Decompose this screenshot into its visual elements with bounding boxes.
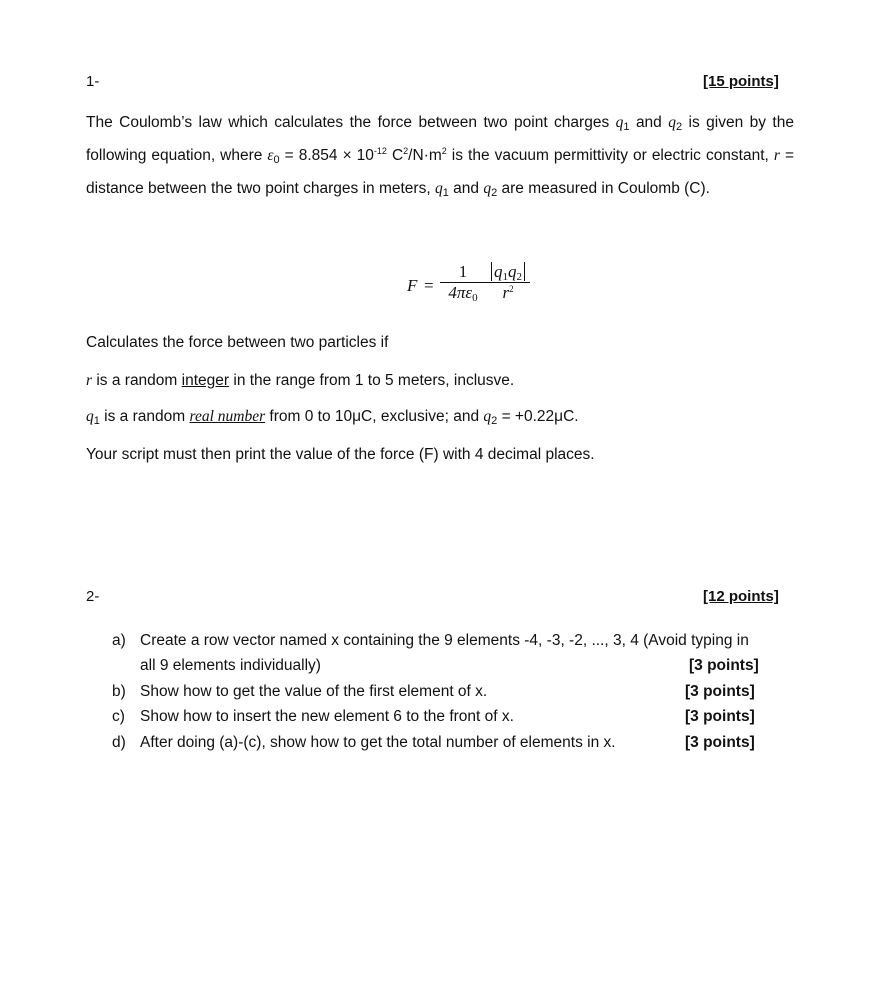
- formula-equals: =: [424, 276, 434, 295]
- question-1-points: [15 points]: [703, 73, 779, 90]
- question-2-item-c-points: [3 points]: [685, 708, 755, 725]
- question-1-condition-q: $q_1$ is a random real number from 0 to 10μC, exclusive; and $q_2 = +0.22\mu C$.: [86, 408, 579, 427]
- question-2-item-a-points: [3 points]: [689, 657, 759, 674]
- question-1-number: 1-: [86, 73, 100, 90]
- formula-lhs: F: [407, 276, 418, 295]
- coulomb-formula: [400, 262, 560, 320]
- formula-constant-fraction: $\frac{1}{4\pi\varepsilon_0}$: [440, 262, 486, 303]
- question-1-output-instruction: Your script must then print the value of the force (F) with 4 decimal places.: [86, 446, 595, 463]
- question-2-item-d-points: [3 points]: [685, 734, 755, 751]
- question-2-number: 2-: [86, 588, 100, 605]
- question-1-intro: Calculates the force between two particles if: [86, 334, 389, 351]
- question-1-description: The Coulomb’s law which calculates the force between two point charges $q_1$ and $q_2$ is given by the following equation, where $\varepsilon_0 = 8.854 \times 10^{-12}$ $C^2/N\cdot m^2$ is the vacuum permittivity or electric constant, r = distance between the two point charges in meters, $q_1$ and $q_2$ are measured in Coulomb (C).: [86, 114, 795, 199]
- formula-charge-fraction: $\frac{q_1q_2}{r^2}$: [486, 262, 530, 303]
- question-2-item-b-points: [3 points]: [685, 683, 755, 700]
- question-1-condition-r: r is a random integer in the range from 1 to 5 meters, inclusve.: [86, 372, 515, 389]
- question-2-points: [12 points]: [703, 588, 779, 605]
